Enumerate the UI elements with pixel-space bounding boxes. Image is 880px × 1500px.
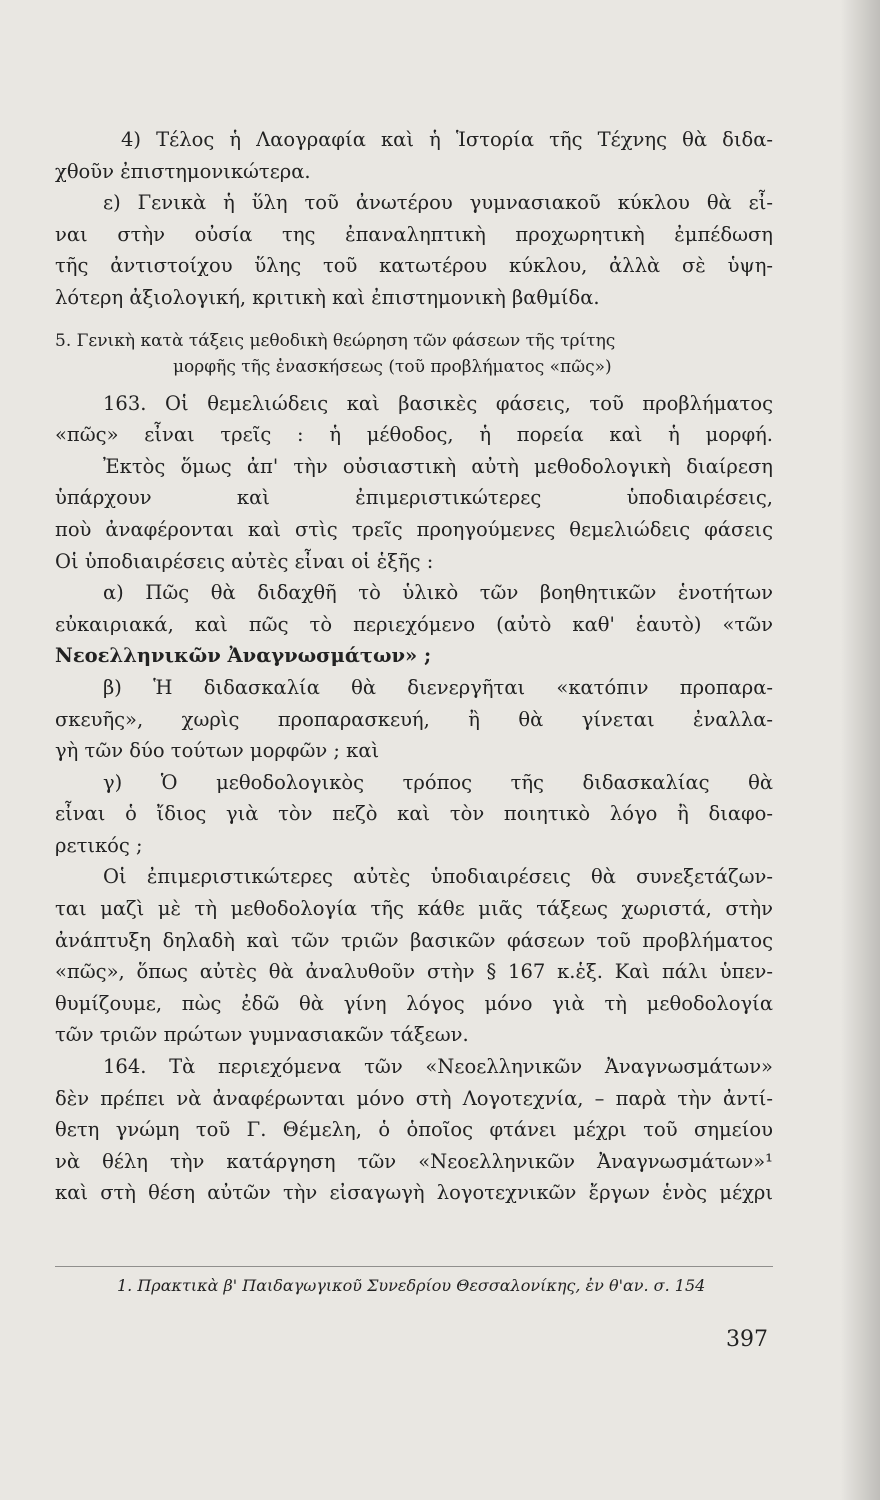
text-line: 164. Τὰ περιεχόμενα τῶν «Νεοελληνικῶν Ἀναγνωσμάτων» <box>103 1055 773 1079</box>
text-line: ε) Γενικὰ ἡ ὕλη τοῦ ἀνωτέρου γυμνασιακοῦ κύκλου θὰ εἶ- <box>103 191 773 215</box>
text-line: ναι στὴν οὐσία της ἐπαναληπτικὴ προχωρητικὴ ἐμπέδωση <box>55 222 773 246</box>
text-line: ρετικός ; <box>55 833 143 857</box>
footnote: 1. Πρακτικὰ β' Παιδαγωγικοῦ Συνεδρίου Θεσσαλονίκης, ἐν θ'αν. σ. 154 <box>117 1276 706 1295</box>
text-line: Οἱ ἐπιμεριστικώτερες αὐτὲς ὑποδιαιρέσεις θὰ συνεξετάζων- <box>103 865 773 889</box>
text-line: ται μαζὶ μὲ τὴ μεθοδολογία τῆς κάθε μιᾶς τάξεως χωριστά, στὴν <box>55 897 773 921</box>
section-heading-line1: 5. Γενικὴ κατὰ τάξεις μεθοδικὴ θεώρηση τῶν φάσεων τῆς τρίτης <box>55 330 616 351</box>
text-line: Οἱ ὑποδιαιρέσεις αὐτὲς εἶναι οἱ ἑξῆς : <box>55 549 434 573</box>
text-line: ἀνάπτυξη δηλαδὴ καὶ τῶν τριῶν βασικῶν φάσεων τοῦ προβλήματος <box>55 928 773 952</box>
text-line: «πῶς» εἶναι τρεῖς : ἡ μέθοδος, ἡ πορεία καὶ ἡ μορφή. <box>55 423 773 447</box>
text-line: 163. Οἱ θεμελιώδεις καὶ βασικὲς φάσεις, τοῦ προβλήματος <box>103 391 773 415</box>
text-line: τῆς ἀντιστοίχου ὕλης τοῦ κατωτέρου κύκλου, ἀλλὰ σὲ ὑψη- <box>55 254 773 278</box>
footnote-rule <box>55 1266 773 1267</box>
page-number: 397 <box>726 1327 768 1352</box>
text-line: θυμίζουμε, πὼς ἐδῶ θὰ γίνη λόγος μόνο γιὰ τὴ μεθοδολογία <box>55 991 773 1015</box>
text-line: «πῶς», ὅπως αὐτὲς θὰ ἀναλυθοῦν στὴν § 167 κ.ἑξ. Καὶ πάλι ὑπεν- <box>55 960 773 984</box>
text-line: δὲν πρέπει νὰ ἀναφέρωνται μόνο στὴ Λογοτεχνία, – παρὰ τὴν ἀντί- <box>55 1086 773 1110</box>
text-line: ποὺ ἀναφέρονται καὶ στὶς τρεῖς προηγούμενες θεμελιώδεις φάσεις <box>55 517 773 541</box>
text-line: σκευῆς», χωρὶς προπαρασκευή, ἢ θὰ γίνεται ἐναλλα- <box>55 707 773 731</box>
text-line: τῶν τριῶν πρώτων γυμνασιακῶν τάξεων. <box>55 1023 469 1047</box>
footnote-area <box>55 1266 773 1299</box>
text-line: 4) Τέλος ἡ Λαογραφία καὶ ἡ Ἱστορία τῆς Τέχνης θὰ διδα- <box>121 128 773 151</box>
text-line: γ) Ὁ μεθοδολογικὸς τρόπος τῆς διδασκαλίας θὰ <box>103 770 773 794</box>
text-line: χθοῦν ἐπιστημονικώτερα. <box>55 159 311 183</box>
text-line: θετη γνώμη τοῦ Γ. Θέμελη, ὁ ὁποῖος φτάνει μέχρι τοῦ σημείου <box>55 1118 773 1142</box>
text-line: νὰ θέλη τὴν κατάργηση τῶν «Νεοελληνικῶν Ἀναγνωσμάτων»¹ <box>55 1149 773 1173</box>
text-line: εἶναι ὁ ἴδιος γιὰ τὸν πεζὸ καὶ τὸν ποιητικὸ λόγο ἢ διαφο- <box>55 802 773 826</box>
text-line: Ἐκτὸς ὅμως ἀπ' τὴν οὐσιαστικὴ αὐτὴ μεθοδολογικὴ διαίρεση <box>103 454 773 478</box>
text-line: λότερη ἀξιολογική, κριτικὴ καὶ ἐπιστημονικὴ βαθμίδα. <box>55 285 600 309</box>
main-text <box>55 124 773 1209</box>
text-line: εὐκαιριακά, καὶ πῶς τὸ περιεχόμενο (αὐτὸ καθ' ἑαυτὸ) «τῶν <box>55 612 773 636</box>
text-line: ὑπάρχουν καὶ ἐπιμεριστικώτερες ὑποδιαιρέσεις, <box>55 486 773 510</box>
page-edge-shadow <box>840 0 880 1500</box>
text-line: Νεοελληνικῶν Ἀναγνωσμάτων» ; <box>55 644 432 668</box>
section-heading-line2: μορφῆς τῆς ἐνασκήσεως (τοῦ προβλήματος «πῶς») <box>173 356 612 377</box>
text-line: β) Ἡ διδασκαλία θὰ διενεργῆται «κατόπιν προπαρα- <box>103 675 773 699</box>
text-line: καὶ στὴ θέση αὐτῶν τὴν εἰσαγωγὴ λογοτεχνικῶν ἔργων ἑνὸς μέχρι <box>55 1181 773 1205</box>
text-line: α) Πῶς θὰ διδαχθῆ τὸ ὑλικὸ τῶν βοηθητικῶν ἑνοτήτων <box>103 581 773 605</box>
text-line: γὴ τῶν δύο τούτων μορφῶν ; καὶ <box>55 739 380 763</box>
